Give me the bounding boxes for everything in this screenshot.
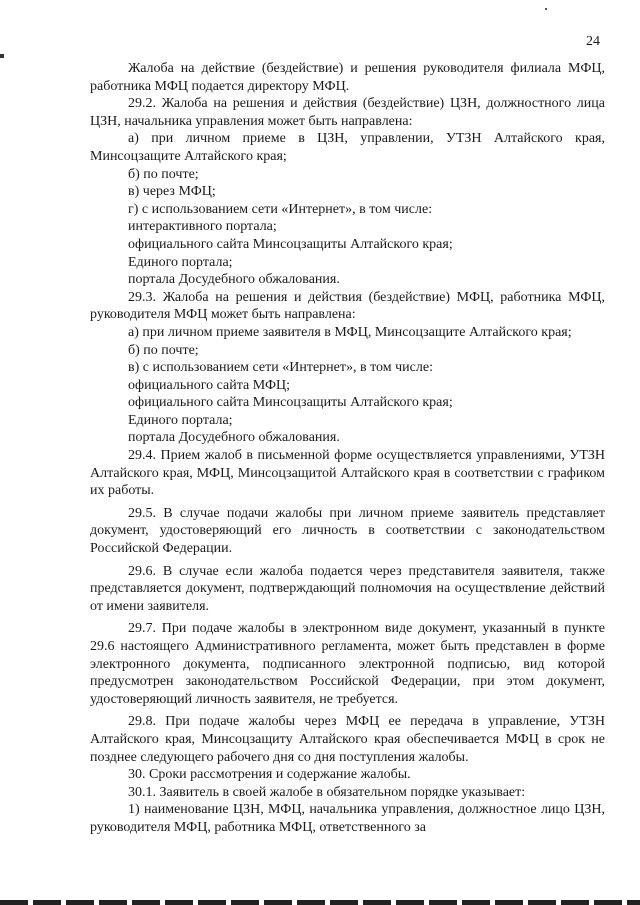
paragraph: портала Досудебного обжалования.	[128, 272, 340, 288]
paragraph: г) с использованием сети «Интернет», в том числе:	[128, 201, 433, 217]
paragraph: а) при личном приеме заявителя в МФЦ, Минсоцзащите Алтайского края;	[128, 324, 572, 340]
paragraph: а) при личном приеме в ЦЗН, управлении, УТЗН Алтайского края, Минсоцзащите Алтайского края;	[90, 131, 605, 164]
paragraph: Жалоба на действие (бездействие) и решения руководителя филиала МФЦ, работника МФЦ подается директору МФЦ.	[90, 61, 605, 94]
scan-speck	[545, 8, 547, 10]
paragraph: 29.3. Жалоба на решения и действия (бездействие) МФЦ, работника МФЦ, руководителя МФЦ может быть направлена:	[90, 289, 605, 323]
paragraph: Единого портала;	[128, 254, 233, 270]
paragraph: 29.2. Жалоба на решения и действия (бездействие) ЦЗН, должностного лица ЦЗН, начальника управления может быть направлена:	[90, 96, 605, 129]
paragraph: портала Досудебного обжалования.	[128, 430, 340, 446]
scan-bottom-edge	[0, 900, 640, 905]
paragraph: в) через МФЦ;	[128, 184, 216, 200]
paragraph: официального сайта МФЦ;	[128, 377, 291, 393]
paragraph: 30.1. Заявитель в своей жалобе в обязательном порядке указывает:	[128, 784, 526, 800]
paragraph: интерактивного портала;	[128, 219, 277, 235]
paragraph: в) с использованием сети «Интернет», в том числе:	[128, 360, 433, 376]
paragraph: официального сайта Минсоцзащиты Алтайского края;	[128, 236, 453, 252]
paragraph: 29.4. Прием жалоб в письменной форме осуществляется управлениями, УТЗН Алтайского края, МФЦ, Минсоцзащитой Алтайского края в соответствии с графиком их работы.	[90, 448, 605, 499]
paragraph: Единого портала;	[128, 412, 233, 428]
paragraph: б) по почте;	[128, 166, 199, 182]
paragraph: 29.5. В случае подачи жалобы при личном приеме заявитель представляет документ, удостоверяющий его личность в соответствии с законодательством Российской Федерации.	[90, 505, 605, 557]
paragraph: 29.6. В случае если жалоба подается через представителя заявителя, также представляется документ, подтверждающий полномочия на осуществление действий от имени заявителя.	[90, 563, 605, 614]
paragraph: 30. Сроки рассмотрения и содержание жалобы.	[128, 767, 411, 783]
paragraph: б) по почте;	[128, 342, 199, 358]
paragraph: 29.8. При подаче жалобы через МФЦ ее передача в управление, УТЗН Алтайского края, Минсоцзащиту Алтайского края обеспечивается МФЦ в срок не позднее следующего рабочего дня со дня поступления жалобы.	[90, 714, 605, 765]
page-number: 24	[586, 34, 600, 49]
paragraph: 29.7. При подаче жалобы в электронном виде документ, указанный в пункте 29.6 настоящего Административного регламента, может быть представлен в форме электронного документа, подписанного электронной подписью, вид которой предусмотрен законодательством Российской Федерации, при этом документ, удостоверяющий личность заявителя, не требуется.	[90, 621, 605, 707]
document-body	[90, 60, 605, 837]
paragraph: официального сайта Минсоцзащиты Алтайского края;	[128, 395, 453, 411]
margin-mark	[0, 54, 4, 58]
paragraph: 1) наименование ЦЗН, МФЦ, начальника управления, должностное лицо ЦЗН, руководителя МФЦ, работника МФЦ, ответственного за	[90, 802, 605, 835]
